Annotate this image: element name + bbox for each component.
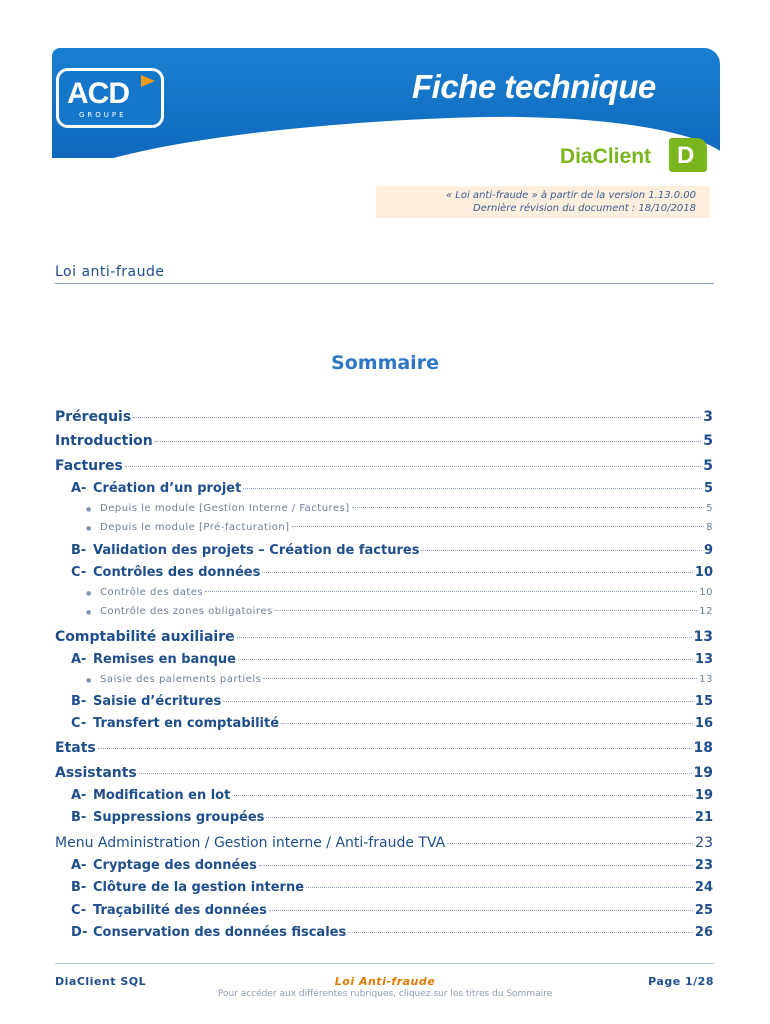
- toc-entry-label[interactable]: [86, 587, 203, 598]
- bullet-icon: ●: [86, 590, 92, 597]
- toc-entry-label[interactable]: [71, 481, 241, 496]
- toc-entry-label[interactable]: [71, 565, 260, 580]
- toc-entry-page: 5: [703, 458, 713, 474]
- toc-entry-text: Prérequis: [55, 409, 132, 425]
- toc-entry-prefix: C-: [71, 565, 87, 580]
- toc-entry-text: Assistants: [55, 765, 137, 781]
- toc-leader-dots: [306, 887, 693, 888]
- toc-entry-label[interactable]: [71, 652, 236, 667]
- toc-entry[interactable]: [71, 880, 713, 895]
- toc-entry[interactable]: [71, 694, 713, 709]
- toc-entry-label[interactable]: [86, 503, 350, 514]
- toc-leader-dots: [348, 932, 693, 933]
- toc-entry-page: 16: [694, 716, 713, 731]
- toc-entry-label[interactable]: [86, 606, 273, 617]
- toc-entry-prefix: B-: [71, 810, 87, 825]
- toc-entry-label[interactable]: [71, 694, 221, 709]
- toc-entry[interactable]: [55, 458, 713, 474]
- toc-entry[interactable]: [86, 522, 713, 533]
- toc-entry-prefix: A-: [71, 652, 87, 667]
- toc-entry-page: 23: [695, 835, 713, 851]
- toc-entry-page: 13: [693, 629, 713, 645]
- bullet-icon: ●: [86, 609, 92, 616]
- toc-entry-prefix: B-: [71, 880, 87, 895]
- toc-entry-page: 9: [703, 543, 713, 558]
- toc-entry-page: 3: [703, 409, 713, 425]
- toc-entry-label[interactable]: [71, 716, 279, 731]
- toc-entry[interactable]: [71, 716, 713, 731]
- toc-entry[interactable]: [71, 652, 713, 667]
- toc-entry-page: 19: [694, 788, 713, 803]
- toc-entry-prefix: C-: [71, 903, 87, 918]
- toc-entry[interactable]: [55, 835, 713, 851]
- toc-entry-text: Contrôle des zones obligatoires: [100, 606, 273, 617]
- toc-entry-prefix: A-: [71, 481, 87, 496]
- toc-entry-label[interactable]: [71, 880, 304, 895]
- toc-entry-prefix: C-: [71, 716, 87, 731]
- toc-entry[interactable]: [86, 587, 713, 598]
- toc-entry-page: 10: [694, 565, 713, 580]
- toc-entry-text: Création d’un projet: [93, 481, 242, 496]
- toc-entry-page: 21: [694, 810, 713, 825]
- toc-entry-prefix: B-: [71, 543, 87, 558]
- toc-leader-dots: [243, 488, 702, 489]
- footer-page-number: Page 1/28: [648, 975, 714, 988]
- toc-leader-dots: [139, 773, 692, 774]
- toc-entry[interactable]: [71, 543, 713, 558]
- toc-entry-page: 25: [694, 903, 713, 918]
- toc-entry-page: 24: [694, 880, 713, 895]
- toc-entry-text: Menu Administration / Gestion interne / Anti-fraude TVA: [55, 835, 446, 851]
- toc-entry-text: Contrôle des dates: [100, 587, 204, 598]
- toc-entry[interactable]: [86, 606, 713, 617]
- toc-entry-label[interactable]: [55, 835, 445, 851]
- toc-entry-label[interactable]: [55, 765, 137, 781]
- toc-entry-page: 8: [706, 522, 713, 533]
- toc-entry-page: 19: [693, 765, 713, 781]
- toc-entry-label[interactable]: [55, 458, 123, 474]
- toc-entry-label[interactable]: [55, 629, 235, 645]
- toc-entry[interactable]: [86, 503, 713, 514]
- toc-title: Sommaire: [331, 352, 439, 374]
- toc-entry-page: 13: [694, 652, 713, 667]
- toc-entry[interactable]: [71, 788, 713, 803]
- toc-leader-dots: [133, 417, 701, 418]
- toc-leader-dots: [223, 701, 693, 702]
- toc-entry[interactable]: [55, 765, 713, 781]
- toc-entry-prefix: A-: [71, 788, 87, 803]
- toc-entry-page: 5: [703, 433, 713, 449]
- toc-entry-page: 15: [694, 694, 713, 709]
- toc-leader-dots: [269, 910, 693, 911]
- toc-entry-text: Cryptage des données: [93, 858, 257, 873]
- toc-entry[interactable]: [71, 858, 713, 873]
- toc-entry[interactable]: [86, 674, 713, 685]
- logo-subtext: GROUPE: [79, 111, 127, 119]
- toc-leader-dots: [263, 678, 697, 679]
- toc-leader-dots: [275, 610, 698, 611]
- toc-entry-text: Clôture de la gestion interne: [93, 880, 305, 895]
- product-icon-letter: D: [677, 142, 695, 169]
- toc-entry-text: Etats: [55, 740, 96, 756]
- toc-entry[interactable]: [55, 433, 713, 449]
- toc-leader-dots: [262, 572, 693, 573]
- toc-leader-dots: [259, 865, 693, 866]
- toc-entry[interactable]: [71, 925, 713, 940]
- toc-entry-prefix: B-: [71, 694, 87, 709]
- toc-entry-page: 10: [699, 587, 713, 598]
- toc-entry-page: 26: [694, 925, 713, 940]
- toc-entry-text: Conservation des données fiscales: [93, 925, 347, 940]
- version-line-1: « Loi anti-fraude » à partir de la version 1.13.0.00: [445, 190, 696, 201]
- toc-entry-text: Depuis le module [Pré-facturation]: [100, 522, 290, 533]
- toc-entry-text: Modification en lot: [93, 788, 231, 803]
- toc-entry[interactable]: [71, 903, 713, 918]
- footer-hint: Pour accéder aux différentes rubriques, cliquez sur les titres du Sommaire: [217, 989, 553, 999]
- toc-entry-label[interactable]: [55, 433, 153, 449]
- toc-entry-text: Saisie des paiements partiels: [100, 674, 262, 685]
- toc-leader-dots: [155, 441, 701, 442]
- toc-entry-page: 12: [699, 606, 713, 617]
- toc-entry-prefix: A-: [71, 858, 87, 873]
- toc-entry[interactable]: [55, 629, 713, 645]
- toc-entry-label[interactable]: [71, 903, 267, 918]
- toc-entry-page: 18: [693, 740, 713, 756]
- toc-entry-text: Suppressions groupées: [93, 810, 265, 825]
- toc-entry[interactable]: [55, 409, 713, 425]
- toc-entry-text: Introduction: [55, 433, 153, 449]
- toc-entry-label[interactable]: [71, 858, 257, 873]
- toc-entry-text: Factures: [55, 458, 123, 474]
- toc-entry-label[interactable]: [71, 788, 230, 803]
- toc-leader-dots: [237, 637, 692, 638]
- toc-entry[interactable]: [71, 810, 713, 825]
- toc-entry-text: Traçabilité des données: [93, 903, 267, 918]
- product-name: DiaClient: [560, 145, 652, 168]
- toc-entry-label[interactable]: [71, 810, 264, 825]
- toc-leader-dots: [125, 466, 701, 467]
- toc-entry[interactable]: [71, 481, 713, 496]
- toc-leader-dots: [232, 795, 693, 796]
- toc-leader-dots: [98, 748, 692, 749]
- toc-entry-page: 5: [703, 481, 713, 496]
- bullet-icon: ●: [86, 677, 92, 684]
- toc-entry-label[interactable]: [86, 522, 290, 533]
- toc-entry-label[interactable]: [71, 925, 346, 940]
- toc-leader-dots: [352, 507, 704, 508]
- toc-entry-label[interactable]: [71, 543, 419, 558]
- toc-entry-page: 23: [694, 858, 713, 873]
- toc-leader-dots: [292, 526, 705, 527]
- toc-entry-label[interactable]: [55, 740, 96, 756]
- toc-entry-text: Depuis le module [Gestion Interne / Factures]: [100, 503, 350, 514]
- version-line-2: Dernière révision du document : 18/10/2018: [473, 203, 696, 214]
- toc-entry-page: 5: [706, 503, 713, 514]
- toc-leader-dots: [205, 591, 697, 592]
- toc-entry-text: Saisie d’écritures: [93, 694, 222, 709]
- bullet-icon: ●: [86, 525, 92, 532]
- toc-leader-dots: [281, 723, 693, 724]
- toc-entry-label[interactable]: [55, 409, 131, 425]
- footer-product: DiaClient SQL: [55, 975, 147, 988]
- toc-entry[interactable]: [71, 565, 713, 580]
- toc-entry-page: 13: [699, 674, 713, 685]
- toc-leader-dots: [447, 843, 693, 844]
- toc-entry-text: Validation des projets – Création de factures: [93, 543, 420, 558]
- toc-entry[interactable]: [55, 740, 713, 756]
- toc-entry-prefix: D-: [71, 925, 88, 940]
- section-title: Loi anti-fraude: [55, 264, 165, 280]
- toc-leader-dots: [421, 550, 702, 551]
- bullet-icon: ●: [86, 506, 92, 513]
- footer-document-title: Loi Anti-fraude: [334, 975, 436, 988]
- banner-title: Fiche technique: [412, 68, 656, 105]
- footer-divider: [55, 963, 714, 964]
- toc-entry-text: Contrôles des données: [93, 565, 261, 580]
- logo-text: ACD: [67, 77, 129, 110]
- toc-entry-text: Comptabilité auxiliaire: [55, 629, 235, 645]
- toc-entry-text: Transfert en comptabilité: [93, 716, 280, 731]
- toc-leader-dots: [238, 659, 693, 660]
- toc-leader-dots: [266, 817, 692, 818]
- toc-entry-label[interactable]: [86, 674, 261, 685]
- toc-entry-text: Remises en banque: [93, 652, 236, 667]
